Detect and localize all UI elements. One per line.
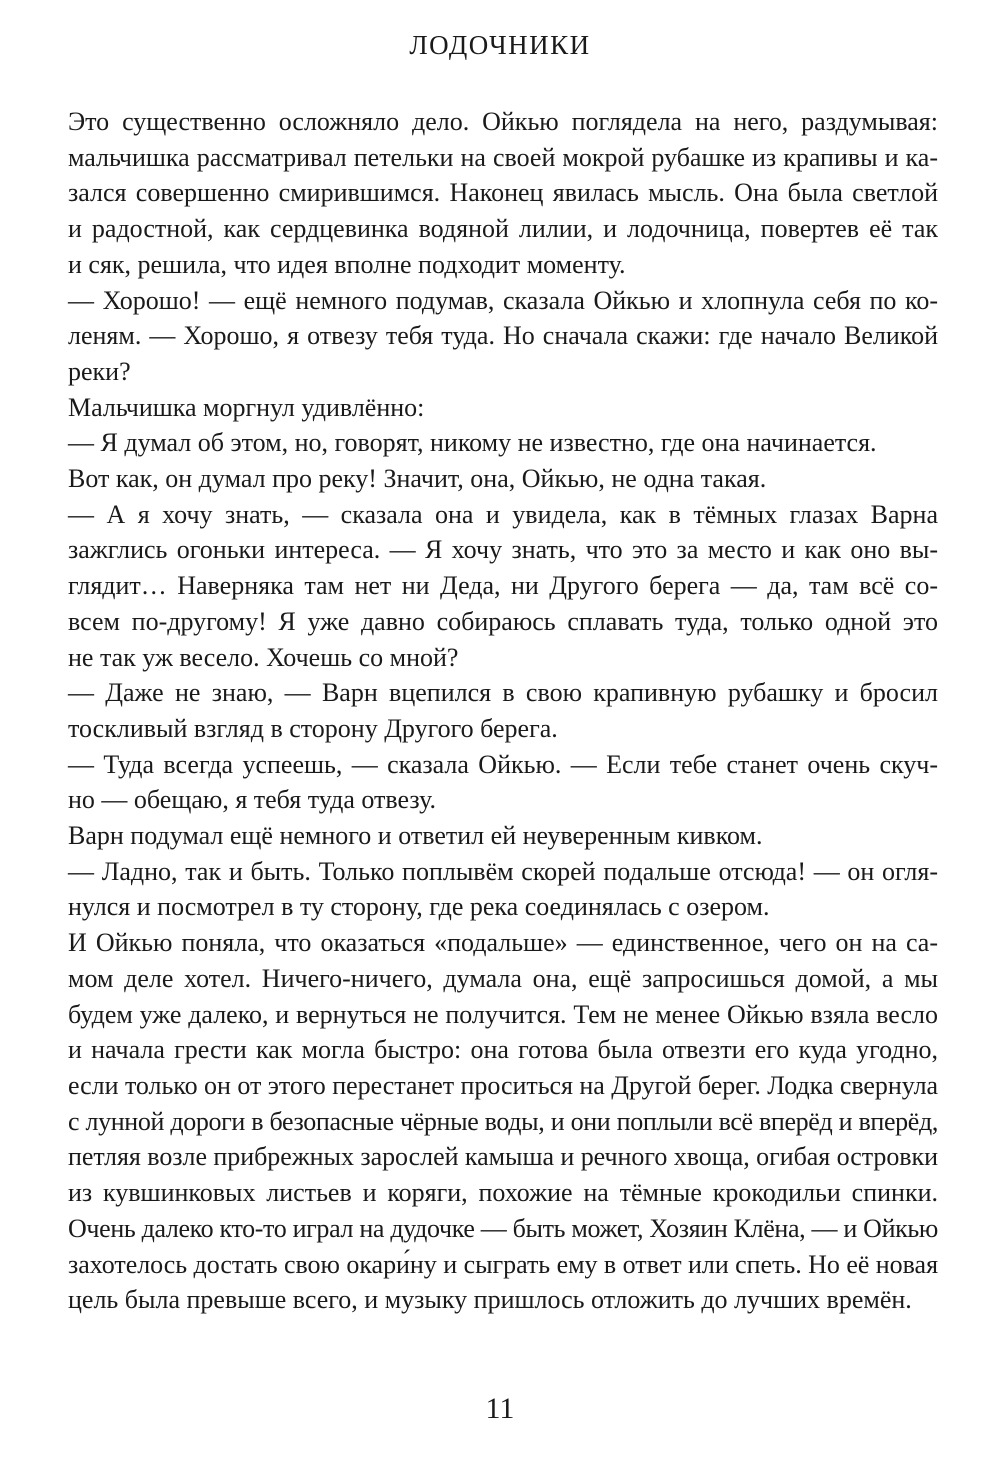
text-line: зался совершенно смирившимся. Наконец явилась мысль. Она была светлой <box>68 178 938 208</box>
page-number: 11 <box>485 1392 515 1425</box>
text-line: тоскливый взгляд в сторону Другого берега. <box>68 713 558 743</box>
text-line: Мальчишка моргнул удивлённо: <box>68 392 425 422</box>
text-line: будем уже далеко, и вернуться не получится. Тем не менее Ойкью взяла весло <box>68 999 938 1029</box>
text-line: Вот как, он думал про реку! Значит, она, Ойкью, не одна такая. <box>68 464 767 494</box>
text-line: — Туда всегда успеешь, — сказала Ойкью. — Если тебе станет очень скуч- <box>68 749 938 779</box>
text-line: глядит… Наверняка там нет ни Деда, ни Другого берега — да, там всё со- <box>68 571 938 601</box>
text-line: — Даже не знаю, — Варн вцепился в свою крапивную рубашку и бросил <box>68 678 938 708</box>
text-line: петляя возле прибрежных зарослей камыша и речного хвоща, огибая островки <box>68 1142 938 1172</box>
running-head: ЛОДОЧНИКИ <box>409 30 591 60</box>
text-line: Варн подумал ещё немного и ответил ей неуверенным кивком. <box>68 821 763 851</box>
text-line: с лунной дороги в безопасные чёрные воды, и они поплыли всё вперёд и вперёд, <box>68 1106 938 1136</box>
text-line: не так уж весело. Хочешь со мной? <box>68 642 459 672</box>
text-line: зажглись огоньки интереса. — Я хочу знать, что это за место и как оно вы- <box>68 535 938 565</box>
text-line: и сяк, решила, что идея вполне подходит моменту. <box>68 249 626 279</box>
text-line: и начала грести как могла быстро: она готова была отвезти его куда угодно, <box>68 1035 938 1065</box>
text-line: Очень далеко кто-то играл на дудочке — быть может, Хозяин Клёна, — и Ойкью <box>68 1213 938 1243</box>
text-line: если только он от этого перестанет проситься на Другой берег. Лодка свернула <box>68 1070 938 1100</box>
text-line: — Я думал об этом, но, говорят, никому не известно, где она начинается. <box>68 428 877 458</box>
text-line: всем по-другому! Я уже давно собираюсь сплавать туда, только одной это <box>68 606 938 636</box>
text-line: но — обещаю, я тебя туда отвезу. <box>68 785 436 815</box>
text-line: — Хорошо! — ещё немного подумав, сказала Ойкью и хлопнула себя по ко- <box>68 285 938 315</box>
text-line: цель была превыше всего, и музыку пришлось отложить до лучших времён. <box>68 1285 912 1315</box>
text-line: мальчишка рассматривал петельки на своей мокрой рубашке из крапивы и ка- <box>68 142 938 172</box>
body-text <box>68 104 938 1318</box>
text-line: леням. — Хорошо, я отвезу тебя туда. Но сначала скажи: где начало Великой <box>68 321 938 351</box>
text-line: Это существенно осложняло дело. Ойкью поглядела на него, раздумывая: <box>68 107 938 136</box>
text-line: нулся и посмотрел в ту сторону, где река соединялась с озером. <box>68 892 770 922</box>
text-line: — Ладно, так и быть. Только поплывём скорей подальше отсюда! — он огля- <box>68 856 938 886</box>
text-line: реки? <box>68 356 131 386</box>
text-line: из кувшинковых листьев и коряги, похожие на тёмные крокодильи спинки. <box>68 1178 938 1208</box>
text-line: И Ойкью поняла, что оказаться «подальше» — единственное, чего он на са- <box>68 928 938 958</box>
text-line: захотелось достать свою окари́ну и сыграть ему в ответ или спеть. Но её новая <box>68 1249 938 1279</box>
text-line: — А я хочу знать, — сказала она и увидела, как в тёмных глазах Варна <box>68 499 938 529</box>
text-line: мом деле хотел. Ничего-ничего, думала она, ещё запросишься домой, а мы <box>68 963 938 993</box>
text-line: и радостной, как сердцевинка водяной лилии, и лодочница, повертев её так <box>68 214 938 244</box>
